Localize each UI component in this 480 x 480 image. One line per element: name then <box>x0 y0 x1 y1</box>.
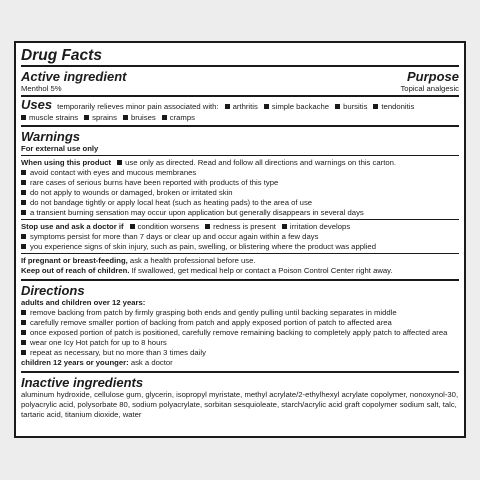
children-text: If swallowed, get medical help or contact a Poison Control Center right away. <box>131 266 393 275</box>
inactive-heading: Inactive ingredients <box>21 375 144 390</box>
directions-heading: Directions <box>21 283 85 298</box>
use-item: simple backache <box>271 102 330 111</box>
bullet-icon <box>130 224 135 229</box>
directions-section <box>21 281 459 373</box>
when-using-first: use only as directed. Read and follow all directions and warnings on this carton. <box>125 158 397 167</box>
bullet-icon <box>123 115 128 120</box>
stop-item: redness is present <box>213 222 276 231</box>
list-item: do not bandage tightly or apply local heat (such as heating pads) to the area of use <box>21 198 459 208</box>
list-item: wear one Icy Hot patch for up to 8 hours <box>21 338 459 348</box>
drug-facts-label <box>14 41 466 438</box>
bullet-icon <box>225 104 230 109</box>
use-item: arthritis <box>232 102 258 111</box>
list-item: avoid contact with eyes and mucous membranes <box>21 168 459 178</box>
list-item: do not apply to wounds or damaged, broken or irritated skin <box>21 188 459 198</box>
inactive-section <box>21 373 459 420</box>
list-item: symptoms persist for more than 7 days or clear up and occur again within a few days <box>21 232 459 242</box>
list-item: once exposed portion of patch is positioned, carefully remove remaining backing to completely apply patch to affected area <box>21 328 459 338</box>
list-item: rare cases of serious burns have been reported with products of this type <box>21 178 459 188</box>
adults-label: adults and children over 12 years: <box>21 298 146 307</box>
pregnancy-label: If pregnant or breast-feeding, <box>21 256 128 265</box>
bullet-icon <box>162 115 167 120</box>
active-ingredient-value: Menthol 5% <box>21 84 62 93</box>
list-item: you experience signs of skin injury, such as pain, swelling, or blistering where the product was applied <box>21 242 459 252</box>
bullet-icon <box>205 224 210 229</box>
list-item: remove backing from patch by firmly grasping both ends and gently pulling until backing separates in middle <box>21 308 459 318</box>
when-using-line <box>21 158 459 168</box>
bullet-icon <box>84 115 89 120</box>
use-item: cramps <box>169 113 195 122</box>
use-item: muscle strains <box>29 113 79 122</box>
bullet-icon <box>335 104 340 109</box>
stop-use-label: Stop use and ask a doctor if <box>21 222 124 231</box>
title-section <box>21 46 459 67</box>
children-directions-text: ask a doctor <box>130 358 173 367</box>
stop-item: condition worsens <box>137 222 200 231</box>
warnings-heading: Warnings <box>21 129 80 144</box>
stop-use-line <box>21 222 459 232</box>
bullet-icon <box>373 104 378 109</box>
external-use-text: For external use only <box>21 144 99 153</box>
uses-section <box>21 97 459 127</box>
when-using-list <box>21 168 459 218</box>
use-item: tendonitis <box>381 102 415 111</box>
stop-use-list <box>21 232 459 252</box>
bullet-icon <box>21 115 26 120</box>
list-item: a transient burning sensation may occur upon application but generally disappears in several days <box>21 208 459 218</box>
drug-facts-title: Drug Facts <box>21 47 102 64</box>
active-ingredient-section <box>21 67 459 97</box>
stop-item: irritation develops <box>289 222 351 231</box>
purpose-heading: Purpose <box>406 69 459 84</box>
bullet-icon <box>282 224 287 229</box>
inactive-text: aluminum hydroxide, cellulose gum, glycerin, isopropyl myristate, methyl acrylate/2-ethylhexyl acrylate copolymer, nonoxynol-30, polyacrylic acid, polysorbate 80, sodium polyacrylate, sorbitan sesquioleate, starch/acrylic acid graft copolymer sodium salt, talc, tartaric acid, titanium dioxide, water <box>21 390 459 419</box>
when-using-label: When using this product <box>21 158 112 167</box>
uses-intro: temporarily relieves minor pain associated with: <box>57 102 219 111</box>
pregnancy-text: ask a health professional before use. <box>129 256 256 265</box>
active-ingredient-heading: Active ingredient <box>21 69 127 84</box>
list-item: repeat as necessary, but no more than 3 times daily <box>21 348 459 358</box>
children-directions <box>21 358 459 368</box>
children-label: Keep out of reach of children. <box>21 266 130 275</box>
list-item: carefully remove smaller portion of backing from patch and apply exposed portion of patch to affected area <box>21 318 459 328</box>
use-item: sprains <box>92 113 117 122</box>
uses-text <box>21 99 459 123</box>
bullet-icon <box>117 160 122 165</box>
pregnancy-warning <box>21 256 459 266</box>
purpose-value: Topical analgesic <box>400 84 459 93</box>
uses-heading: Uses <box>21 97 53 112</box>
directions-list <box>21 308 459 358</box>
use-item: bruises <box>130 113 156 122</box>
children-warning <box>21 266 459 276</box>
warnings-section <box>21 127 459 281</box>
bullet-icon <box>264 104 269 109</box>
children-directions-label: children 12 years or younger: <box>21 358 129 367</box>
use-item: bursitis <box>343 102 368 111</box>
